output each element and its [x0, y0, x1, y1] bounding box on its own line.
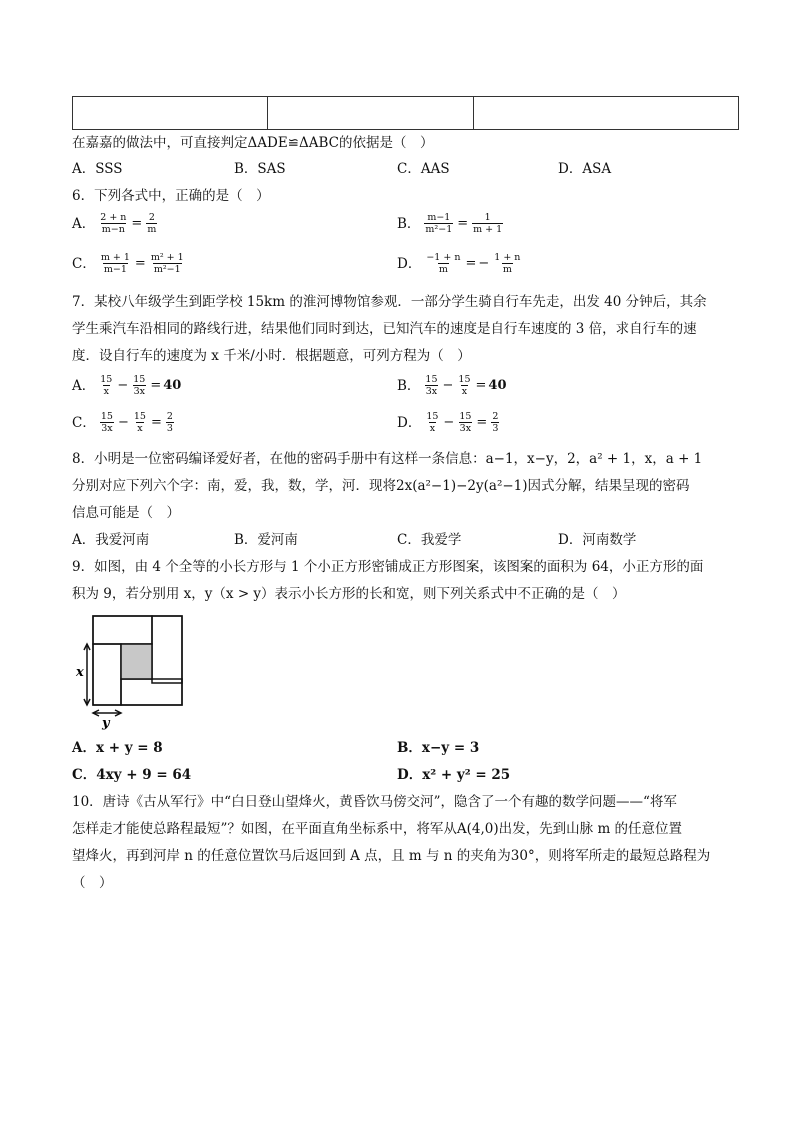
- q6-option-d[interactable]: D． $\frac{-1 + n}{m}$ = − $\frac{1 + n}{m}$: [397, 252, 521, 275]
- fraction: [493, 252, 521, 275]
- numerator: 15: [133, 411, 146, 422]
- q8-option-b[interactable]: B．爱河南: [234, 532, 298, 548]
- denominator: m: [147, 224, 157, 235]
- denominator: 3x: [101, 423, 113, 434]
- numerator: 1: [484, 212, 491, 223]
- numerator: 2 + n: [100, 212, 127, 223]
- numerator: 2: [166, 411, 173, 422]
- denominator: m²−1: [425, 224, 453, 235]
- q5-option-d[interactable]: D．ASA: [558, 161, 612, 177]
- fraction: [424, 374, 438, 397]
- fraction: [424, 212, 453, 235]
- option-label: B．: [397, 377, 421, 394]
- numerator: m + 1: [100, 252, 130, 263]
- numerator: m−1: [427, 212, 451, 223]
- left-rectangle: [93, 644, 121, 705]
- denominator: m: [438, 264, 448, 275]
- denominator: m²−1: [153, 264, 181, 275]
- table-cell: [474, 97, 739, 130]
- minus-sign: −: [478, 256, 490, 271]
- q6-option-a[interactable]: A． $\frac{2 + n}{m-n}$ = $\frac{2}{m}$: [72, 212, 157, 235]
- answer-table: [72, 96, 739, 130]
- rhs-value: 40: [163, 378, 182, 393]
- q9-option-b[interactable]: B．x−y = 3: [397, 740, 480, 756]
- fraction: [146, 212, 157, 235]
- q7-line-3: 度．设自行车的速度为 x 千米/小时．根据题意，可列方程为（ ）: [72, 348, 471, 364]
- q5-option-c[interactable]: C．AAS: [397, 161, 450, 177]
- q6-stem: 6．下列各式中，正确的是（ ）: [72, 188, 270, 204]
- q7-option-d[interactable]: D． $\frac{15}{x}$ − $\frac{15}{3x}$ = $\frac{2}{3}$: [397, 411, 499, 434]
- numerator: 15: [425, 374, 438, 385]
- numerator: 15: [426, 411, 439, 422]
- q7-option-c[interactable]: C． $\frac{15}{3x}$ − $\frac{15}{x}$ = $\frac{2}{3}$: [72, 411, 173, 434]
- option-label: C．: [72, 255, 96, 272]
- fraction: [99, 374, 113, 397]
- q8-line-1: 8．小明是一位密码编译爱好者，在他的密码手册中有这样一条信息：a−1，x−y，2，a² + 1，x，a + 1: [72, 451, 703, 467]
- numerator: 15: [100, 374, 113, 385]
- small-square: [121, 644, 152, 679]
- numerator: 15: [458, 374, 471, 385]
- denominator: m−1: [103, 264, 127, 275]
- fraction: [425, 411, 439, 434]
- q6-option-b[interactable]: B． $\frac{m-1}{\text{m²−1}}$ = $\frac{1}{m + 1}$: [397, 212, 503, 235]
- numerator: 2: [492, 411, 499, 422]
- denominator: m−n: [101, 224, 125, 235]
- numerator: m² + 1: [150, 252, 184, 263]
- y-label: y: [102, 716, 110, 730]
- denominator: m: [502, 264, 512, 275]
- option-label: D．: [397, 255, 422, 272]
- q8-line-2: 分别对应下列六个字：南，爱，我，数，学，河．现将2x(a²−1)−2y(a²−1)因式分解，结果呈现的密码: [72, 478, 690, 494]
- q7-option-b[interactable]: B． $\frac{15}{3x}$ − $\frac{15}{x}$ = 40: [397, 374, 507, 397]
- option-label: A．: [72, 215, 96, 232]
- option-label: B．: [397, 215, 421, 232]
- q5-option-a[interactable]: A．SSS: [72, 161, 123, 177]
- fraction: [150, 252, 185, 275]
- fraction: [458, 411, 472, 434]
- denominator: x: [137, 423, 143, 434]
- q5-option-b[interactable]: B．SAS: [234, 161, 286, 177]
- q5-stem: 在嘉嘉的做法中，可直接判定ΔADE≌ΔABC的依据是（ ）: [72, 135, 434, 151]
- rectangle-tiling-figure: [72, 612, 190, 730]
- denominator: 3x: [425, 386, 438, 397]
- denominator: x: [429, 423, 436, 434]
- fraction: [491, 411, 499, 434]
- denominator: x: [461, 386, 468, 397]
- q8-option-c[interactable]: C．我爱学: [397, 532, 462, 548]
- numerator: −1 + n: [426, 252, 461, 263]
- numerator: 1 + n: [494, 252, 521, 263]
- q8-option-a[interactable]: A．我爱河南: [72, 532, 150, 548]
- q7-line-1: 7．某校八年级学生到距学校 15km 的淮河博物馆参观．一部分学生骑自行车先走，出发 40 分钟后，其余: [72, 294, 707, 310]
- denominator: 3x: [459, 423, 472, 434]
- fraction: [99, 212, 127, 235]
- q9-option-a[interactable]: A．x + y = 8: [72, 740, 163, 756]
- q10-line-4: （ ）: [72, 875, 113, 891]
- option-label: C．: [72, 414, 96, 431]
- fraction: [100, 411, 114, 434]
- fraction: [133, 411, 147, 434]
- denominator: m + 1: [473, 224, 503, 235]
- numerator: 2: [148, 212, 155, 223]
- q8-line-3: 信息可能是（ ）: [72, 505, 180, 521]
- numerator: 15: [459, 411, 472, 422]
- option-label: D．: [397, 414, 422, 431]
- denominator: 3x: [133, 386, 145, 397]
- q9-line-2: 积为 9，若分别用 x，y（x > y）表示小长方形的长和宽，则下列关系式中不正确的是（ ）: [72, 586, 626, 602]
- fraction: [425, 252, 461, 275]
- q10-line-1: 10．唐诗《古从军行》中“白日登山望烽火，黄昏饮马傍交河”，隐含了一个有趣的数学问题——“将军: [72, 794, 677, 810]
- numerator: 15: [133, 374, 146, 385]
- denominator: 3: [166, 423, 173, 434]
- fraction: [472, 212, 503, 235]
- top-rectangle: [93, 616, 152, 644]
- denominator: x: [103, 386, 109, 397]
- q8-option-d[interactable]: D．河南数学: [558, 532, 637, 548]
- table-cell: [268, 97, 474, 130]
- q7-option-a[interactable]: A． $\frac{15}{x}$ − $\frac{15}{3x}$ = 40: [72, 374, 182, 397]
- q6-option-c[interactable]: C． $\frac{m + 1}{m-1}$ = $\frac{\text{m² + 1}}{\text{m²−1}}$: [72, 252, 184, 275]
- q7-line-2: 学生乘汽车沿相同的路线行进，结果他们同时到达，已知汽车的速度是自行车速度的 3 倍，求自行车的速: [72, 321, 697, 337]
- q9-option-c[interactable]: C．4xy + 9 = 64: [72, 767, 192, 783]
- q9-line-1: 9．如图，由 4 个全等的小长方形与 1 个小正方形密铺成正方形图案，该图案的面积为 64，小正方形的面: [72, 559, 704, 575]
- fraction: [166, 411, 174, 434]
- q10-line-3: 望烽火，再到河岸 n 的任意位置饮马后返回到 A 点，且 m 与 n 的夹角为30°，则将军所走的最短总路程为: [72, 848, 711, 864]
- fraction: [132, 374, 146, 397]
- right-rectangle: [152, 616, 182, 683]
- q10-line-2: 怎样走才能使总路程最短”？如图，在平面直角坐标系中，将军从A(4,0)出发，先到山脉 m 的任意位置: [72, 821, 683, 837]
- fraction: [100, 252, 131, 275]
- rhs-value: 40: [488, 378, 507, 393]
- table-cell: [73, 97, 268, 130]
- numerator: 15: [100, 411, 113, 422]
- option-label: A．: [72, 377, 96, 394]
- x-label: x: [76, 665, 84, 680]
- denominator: 3: [492, 423, 499, 434]
- fraction: [457, 374, 471, 397]
- q9-option-d[interactable]: D．x² + y² = 25: [397, 767, 511, 783]
